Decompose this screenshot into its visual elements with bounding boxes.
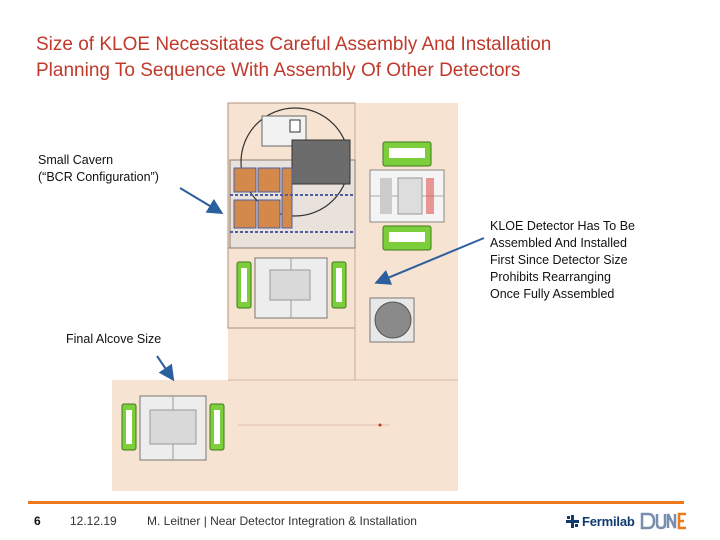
kloe-note-line-2: Assembled And Installed bbox=[490, 236, 627, 250]
arrow-icon bbox=[157, 356, 172, 378]
fermilab-mark-icon bbox=[566, 515, 579, 528]
final-alcove-label: Final Alcove Size bbox=[66, 332, 162, 346]
footer-date: 12.12.19 bbox=[70, 514, 117, 528]
side-shaft bbox=[370, 298, 414, 342]
footer-presenter: M. Leitner | Near Detector Integration & Installation bbox=[147, 514, 417, 528]
small-cavern-label-line-1: Small Cavern bbox=[38, 153, 114, 167]
kloe-note-line-4: Prohibits Rearranging bbox=[490, 270, 611, 284]
kloe-note bbox=[490, 218, 635, 303]
fermilab-logo-text: Fermilab bbox=[582, 513, 635, 529]
kloe-note-line-5: Once Fully Assembled bbox=[490, 287, 615, 301]
fermilab-logo bbox=[566, 512, 635, 530]
slide-title-line-2: Planning To Sequence With Assembly Of Other Detectors bbox=[36, 60, 521, 81]
page-number: 6 bbox=[34, 514, 41, 528]
small-cavern-label-line-2: (“BCR Configuration”) bbox=[38, 170, 159, 184]
slide-title-line-1: Size of KLOE Necessitates Careful Assembly And Installation bbox=[36, 34, 552, 55]
footer-divider bbox=[28, 501, 684, 504]
dune-logo bbox=[640, 510, 688, 532]
small-cavern-label bbox=[38, 152, 159, 186]
arrow-icon bbox=[180, 188, 220, 212]
kloe-note-line-3: First Since Detector Size bbox=[490, 253, 628, 267]
kloe-note-line-1: KLOE Detector Has To Be bbox=[490, 219, 635, 233]
